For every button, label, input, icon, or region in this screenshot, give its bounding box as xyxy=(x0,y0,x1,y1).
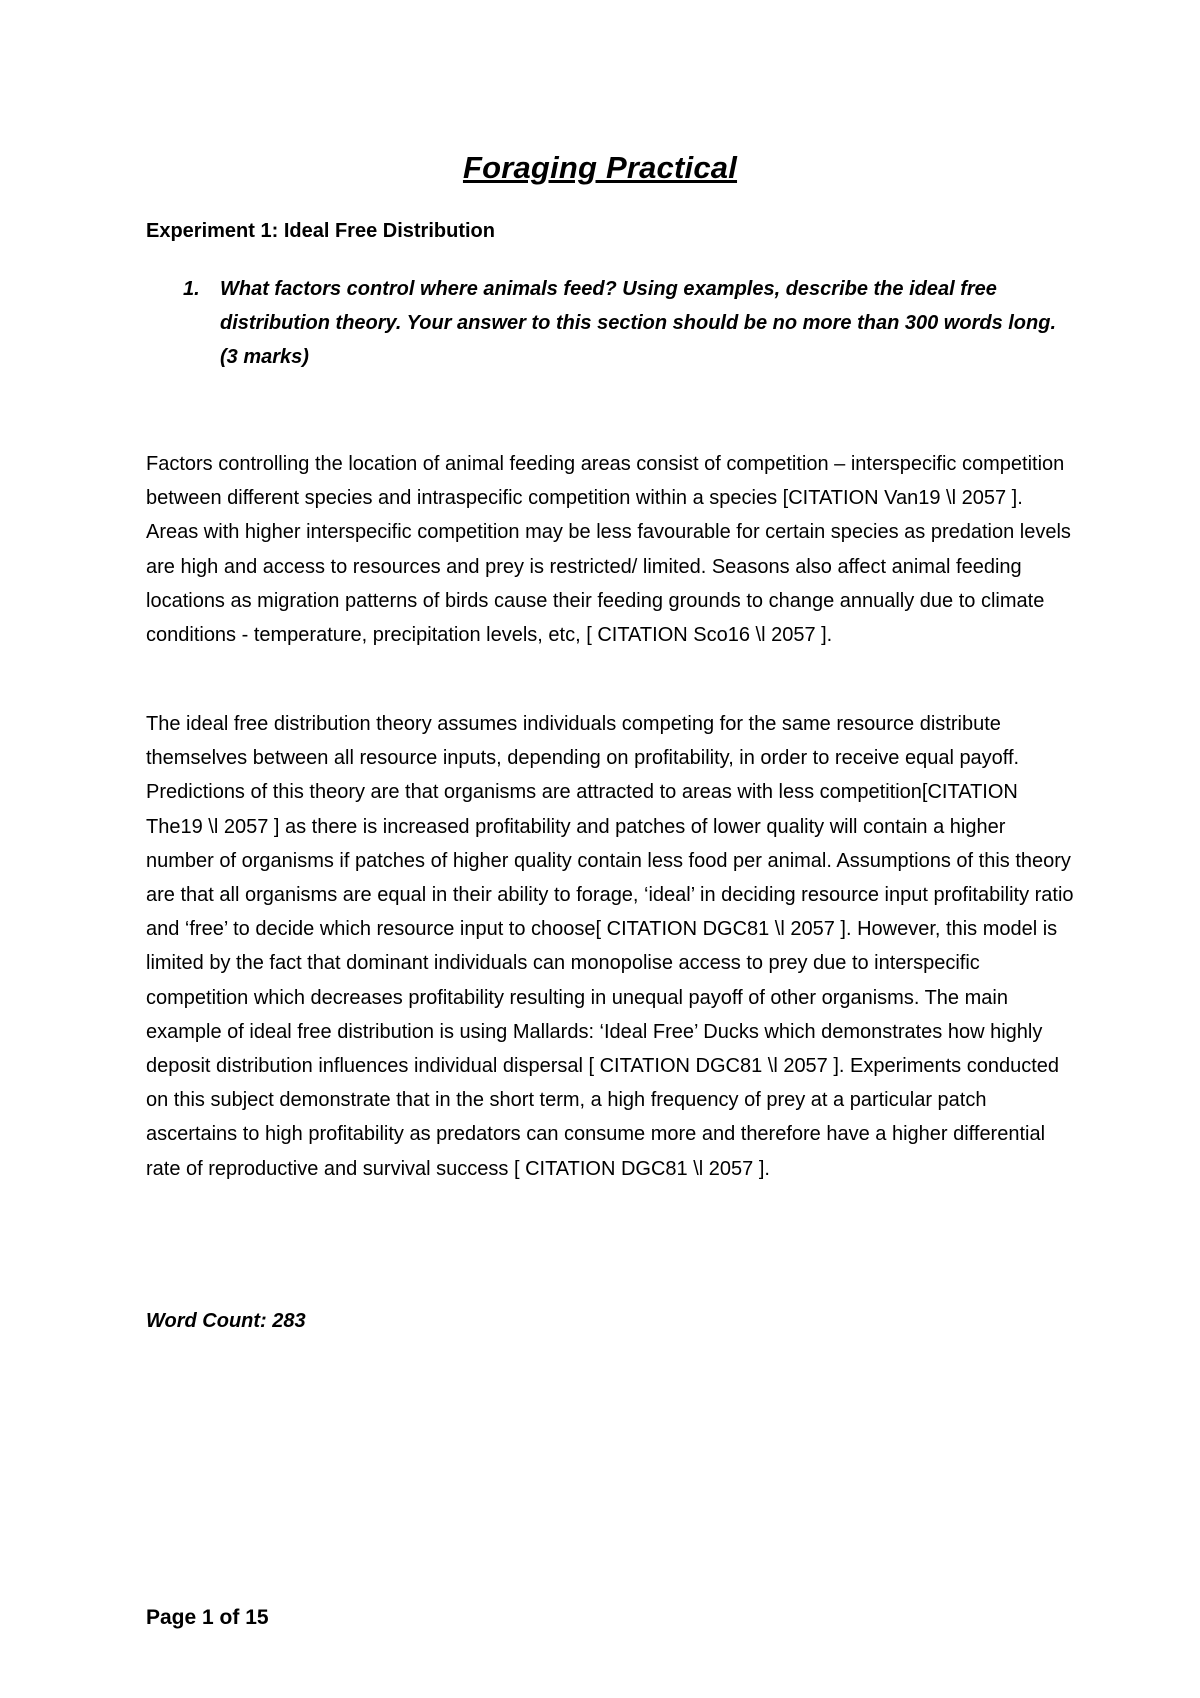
page-footer: Page 1 of 15 xyxy=(146,1606,269,1629)
question-text: What factors control where animals feed? Using examples, describe the ideal free distribution theory. Your answer to this section should be no more than 300 words long. xyxy=(220,278,1057,334)
answer-paragraph-1: Factors controlling the location of animal feeding areas consist of competition – interspecific competition between different species and intraspecific competition within a species [CITATION Van19 \l 2057 ]. Areas with higher interspecific competition may be less favourable for certain species as predation levels are high and access to resources and prey is restricted/ limited. Seasons also affect animal feeding locations as migration patterns of birds cause their feeding grounds to change annually due to climate conditions - temperature, precipitation levels, etc, [ CITATION Sco16 \l 2057 ]. xyxy=(146,453,1071,647)
question-block xyxy=(183,272,1063,374)
document-title: Foraging Practical xyxy=(462,150,738,185)
question-number: 1. xyxy=(183,278,200,300)
answer-paragraph-2: The ideal free distribution theory assumes individuals competing for the same resource distribute themselves between all resource inputs, depending on profitability, in order to receive equal payoff. Predictions of this theory are that organisms are attracted to areas with less competition[CITATION The19 \l 2057 ] as there is increased profitability and patches of lower quality will contain a higher number of organisms if patches of higher quality contain less food per animal. Assumptions of this theory are that all organisms are equal in their ability to forage, ‘ideal’ in deciding resource input profitability ratio and ‘free’ to decide which resource input to choose[ CITATION DGC81 \l 2057 ]. However, this model is limited by the fact that dominant individuals can monopolise access to prey due to interspecific competition which decreases profitability resulting in unequal payoff of other organisms. The main example of ideal free distribution is using Mallards: ‘Ideal Free’ Ducks which demonstrates how highly deposit distribution influences individual dispersal [ CITATION DGC81 \l 2057 ]. Experiments conducted on this subject demonstrate that in the short term, a high frequency of prey at a particular patch ascertains to high profitability as predators can consume more and therefore have a higher differential rate of reproductive and survival success [ CITATION DGC81 \l 2057 ]. xyxy=(146,713,1074,1180)
experiment-heading: Experiment 1: Ideal Free Distribution xyxy=(146,220,495,242)
word-count: Word Count: 283 xyxy=(146,1310,306,1332)
question-marks: (3 marks) xyxy=(220,346,309,368)
